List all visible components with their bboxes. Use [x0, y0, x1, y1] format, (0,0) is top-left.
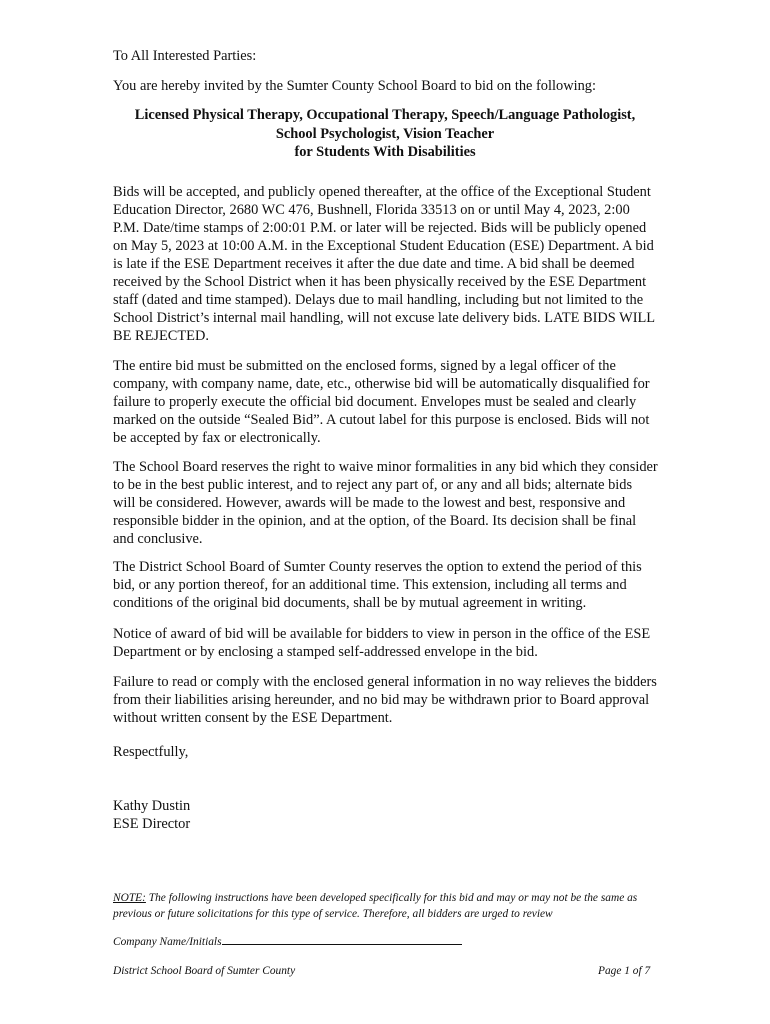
closing: Respectfully,	[113, 744, 189, 760]
footer-district: District School Board of Sumter County	[113, 965, 296, 977]
paragraph-extension: The District School Board of Sumter County reserves the option to extend the period of this bid, or any portion thereof, for an additional time. This extension, including all terms and conditions of the original bid documents, shall be by mutual agreement in writing.	[113, 559, 642, 611]
company-initials-blank[interactable]	[222, 933, 462, 945]
company-initials-label: Company Name/Initials	[113, 936, 222, 948]
bid-title-line: for Students With Disabilities	[294, 144, 476, 160]
salutation: To All Interested Parties:	[113, 48, 257, 64]
bid-title	[100, 106, 670, 162]
paragraph-liabilities: Failure to read or comply with the enclosed general information in no way relieves the bidders from their liabilities arising hereunder, and no bid may be withdrawn prior to Board approval without written consent by the ESE Department.	[113, 674, 657, 726]
signer-title: ESE Director	[113, 816, 191, 832]
paragraph-board-rights: The School Board reserves the right to waive minor formalities in any bid which they consider to be in the best public interest, and to reject any part of, or any and all bids; alternate bids will be considered. However, awards will be made to the lowest and best, responsive and responsible bidder in the opinion, and at the option, of the Board. Its decision shall be final and conclusive.	[113, 459, 658, 547]
note-label: NOTE:	[113, 892, 146, 904]
paragraph-submission-forms: The entire bid must be submitted on the enclosed forms, signed by a legal officer of the company, with company name, date, etc., otherwise bid will be automatically disqualified for failure to properly execute the official bid document. Envelopes must be sealed and clearly marked on the outside “Sealed Bid”. A cutout label for this purpose is enclosed. Bids will not be accepted by fax or electronically.	[113, 358, 650, 446]
invitation-line: You are hereby invited by the Sumter County School Board to bid on the following:	[113, 78, 596, 94]
bid-title-line: School Psychologist, Vision Teacher	[275, 125, 495, 142]
signer-name: Kathy Dustin	[113, 798, 191, 814]
note	[113, 890, 673, 922]
footer-page-number: Page 1 of 7	[598, 965, 651, 977]
company-initials-line	[113, 933, 462, 950]
paragraph-award-notice: Notice of award of bid will be available for bidders to view in person in the office of the ESE Department or by enclosing a stamped self-addressed envelope in the bid.	[113, 626, 651, 660]
paragraph-bid-acceptance: Bids will be accepted, and publicly opened thereafter, at the office of the Exceptional Student Education Director, 2680 WC 476, Bushnell, Florida 33513 on or until May 4, 2023, 2:00 P.M. Date/time stamps of 2:00:01 P.M. or later will be rejected. Bids will be publicly opened on May 5, 2023 at 10:00 A.M. in the Exceptional Student Education (ESE) Department. A bid is late if the ESE Department receives it after the due date and time. A bid shall be deemed received by the School District when it has been physically received by the ESE Department staff (dated and time stamped). Delays due to mail handling, including but not limited to the School District’s internal mail handling, will not excuse late delivery bids. LATE BIDS WILL BE REJECTED.	[113, 184, 655, 344]
note-text: The following instructions have been developed specifically for this bid and may or may not be the same as previous or future solicitations for this type of service. Therefore, all bidders are urged to review	[113, 892, 638, 920]
bid-title-line: Licensed Physical Therapy, Occupational Therapy, Speech/Language Pathologist,	[134, 107, 636, 123]
